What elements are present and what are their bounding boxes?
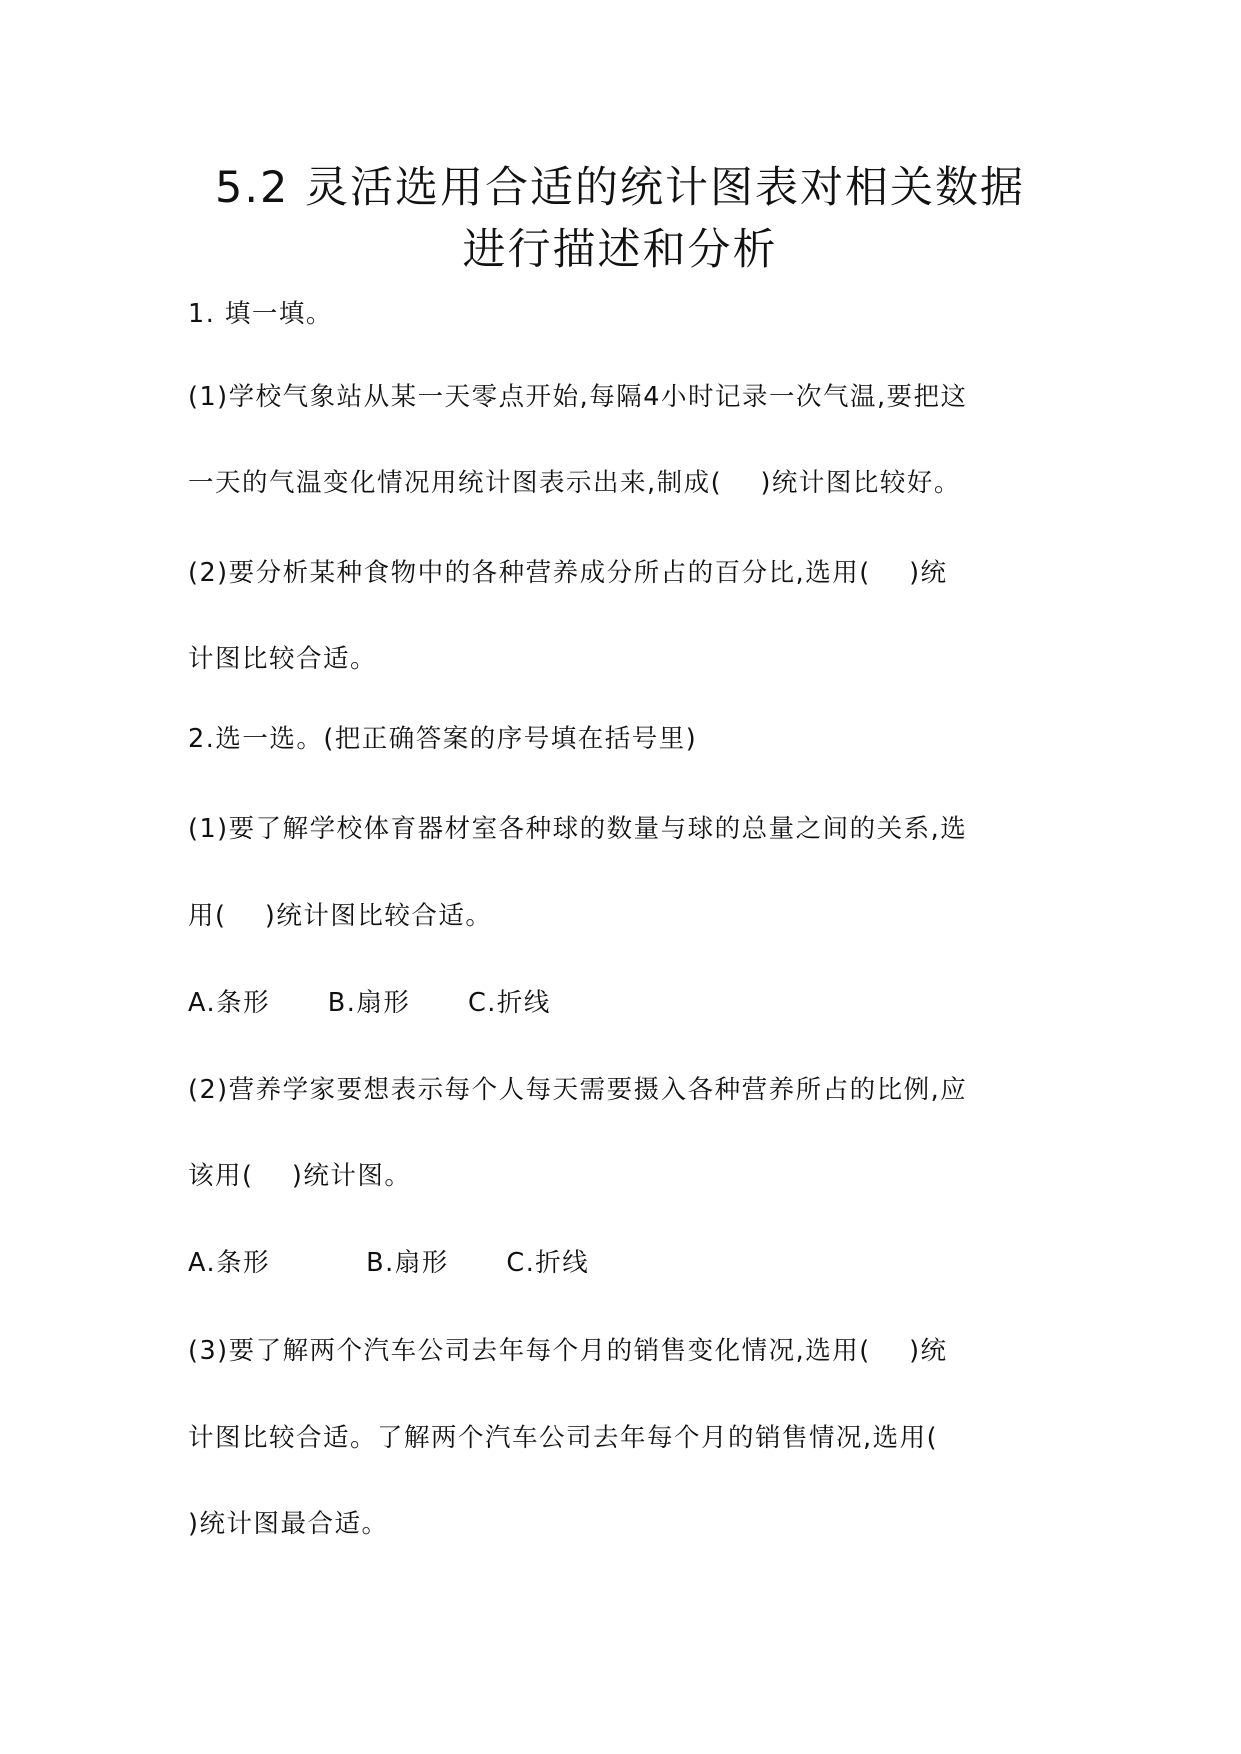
question-text: 用( )统计图比较合适。 [188,901,493,931]
question-text: (2)要分析某种食物中的各种营养成分所占的百分比,选用( )统 [188,558,948,588]
question-text: (2)营养学家要想表示每个人每天需要摄入各种营养所占的比例,应 [188,1075,968,1105]
question-text: )统计图最合适。 [188,1509,389,1539]
question-text: 计图比较合适。了解两个汽车公司去年每个月的销售情况,选用( [188,1423,939,1453]
answer-options: A.条形 B.扇形 C.折线 [188,988,551,1018]
question-text: 计图比较合适。 [188,644,378,674]
page-title-line-1: 5.2 灵活选用合适的统计图表对相关数据 [214,163,1026,213]
answer-options: A.条形 B.扇形 C.折线 [188,1248,590,1278]
page-title-line-2: 进行描述和分析 [462,225,778,275]
question-text: (1)要了解学校体育器材室各种球的数量与球的总量之间的关系,选 [188,814,968,844]
section-heading-fill-in: 1. 填一填。 [188,299,333,329]
question-text: 一天的气温变化情况用统计图表示出来,制成( )统计图比较好。 [188,468,961,498]
section-heading-choose: 2.选一选。(把正确答案的序号填在括号里) [188,724,698,754]
question-text: (1)学校气象站从某一天零点开始,每隔4小时记录一次气温,要把这 [188,382,968,412]
question-text: 该用( )统计图。 [188,1161,412,1191]
question-text: (3)要了解两个汽车公司去年每个月的销售变化情况,选用( )统 [188,1336,948,1366]
